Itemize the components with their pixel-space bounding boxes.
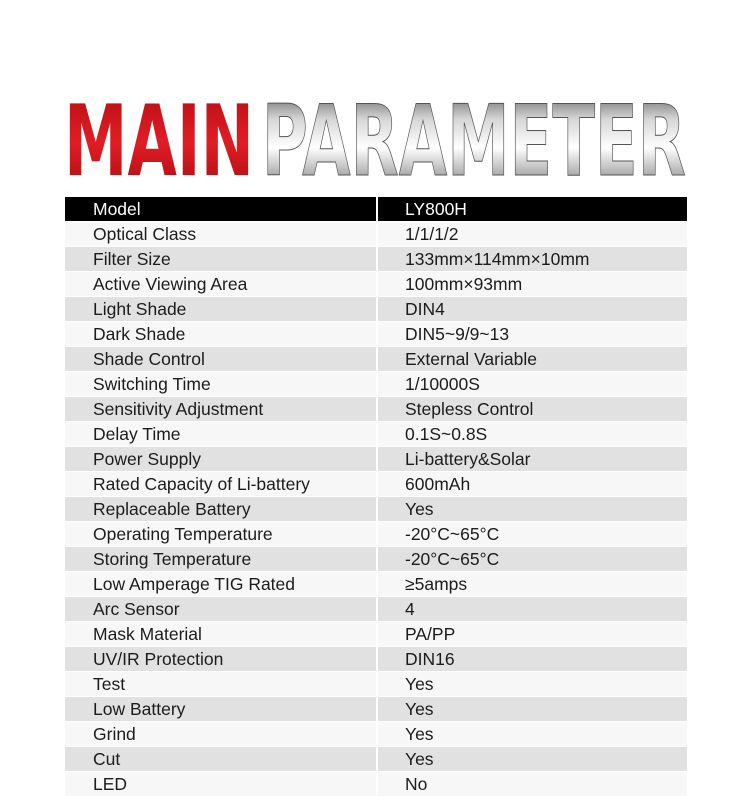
parameter-name: Low Battery: [65, 697, 377, 722]
parameter-value: 1/1/1/2: [377, 222, 687, 247]
parameter-name: Delay Time: [65, 422, 377, 447]
header-name-cell: Model: [65, 197, 377, 222]
banner-word-main: MAIN: [64, 95, 254, 180]
parameter-value: Yes: [377, 747, 687, 772]
parameter-value: -20°C~65°C: [377, 547, 687, 572]
parameter-value: 100mm×93mm: [377, 272, 687, 297]
table-row: [65, 272, 687, 297]
table-row: [65, 447, 687, 472]
parameter-name: Dark Shade: [65, 322, 377, 347]
parameter-value: Yes: [377, 697, 687, 722]
spec-table-body: [65, 197, 687, 797]
spec-table-header-row: [65, 197, 687, 222]
table-row: [65, 672, 687, 697]
table-row: [65, 397, 687, 422]
parameter-value: Stepless Control: [377, 397, 687, 422]
table-row: [65, 547, 687, 572]
parameter-value: 133mm×114mm×10mm: [377, 247, 687, 272]
parameter-name: Replaceable Battery: [65, 497, 377, 522]
banner-word-parameter: PARAMETER: [262, 95, 686, 180]
table-row: [65, 622, 687, 647]
parameter-value: 0.1S~0.8S: [377, 422, 687, 447]
parameter-name: Shade Control: [65, 347, 377, 372]
parameter-name: Operating Temperature: [65, 522, 377, 547]
parameter-value: ≥5amps: [377, 572, 687, 597]
parameter-value: 600mAh: [377, 472, 687, 497]
table-row: [65, 372, 687, 397]
table-row: [65, 747, 687, 772]
parameter-value: DIN4: [377, 297, 687, 322]
parameter-name: Optical Class: [65, 222, 377, 247]
table-row: [65, 347, 687, 372]
parameter-name: Sensitivity Adjustment: [65, 397, 377, 422]
parameter-name: Grind: [65, 722, 377, 747]
parameter-name: Test: [65, 672, 377, 697]
parameter-value: 1/10000S: [377, 372, 687, 397]
spec-table: [65, 197, 687, 797]
parameter-name: LED: [65, 772, 377, 797]
parameter-name: Rated Capacity of Li-battery: [65, 472, 377, 497]
parameter-name: Storing Temperature: [65, 547, 377, 572]
parameter-name: Filter Size: [65, 247, 377, 272]
table-row: [65, 772, 687, 797]
table-row: [65, 522, 687, 547]
table-row: [65, 572, 687, 597]
table-row: [65, 597, 687, 622]
table-row: [65, 297, 687, 322]
table-row: [65, 722, 687, 747]
parameter-name: Arc Sensor: [65, 597, 377, 622]
parameter-name: Mask Material: [65, 622, 377, 647]
table-row: [65, 247, 687, 272]
table-row: [65, 222, 687, 247]
parameter-name: Active Viewing Area: [65, 272, 377, 297]
parameter-value: -20°C~65°C: [377, 522, 687, 547]
parameter-value: No: [377, 772, 687, 797]
parameter-name: Cut: [65, 747, 377, 772]
parameter-value: DIN5~9/9~13: [377, 322, 687, 347]
parameter-value: Yes: [377, 672, 687, 697]
banner-title-graphic: [62, 95, 688, 180]
parameter-name: Light Shade: [65, 297, 377, 322]
parameter-value: External Variable: [377, 347, 687, 372]
header-value-cell: LY800H: [377, 197, 687, 222]
table-row: [65, 322, 687, 347]
table-row: [65, 647, 687, 672]
table-row: [65, 497, 687, 522]
main-parameter-banner: [62, 95, 688, 180]
parameter-name: UV/IR Protection: [65, 647, 377, 672]
parameter-name: Power Supply: [65, 447, 377, 472]
table-row: [65, 472, 687, 497]
parameter-value: DIN16: [377, 647, 687, 672]
parameter-value: PA/PP: [377, 622, 687, 647]
parameter-name: Switching Time: [65, 372, 377, 397]
parameter-value: Li-battery&Solar: [377, 447, 687, 472]
table-row: [65, 422, 687, 447]
parameter-value: Yes: [377, 497, 687, 522]
table-row: [65, 697, 687, 722]
parameter-value: 4: [377, 597, 687, 622]
parameter-value: Yes: [377, 722, 687, 747]
parameter-name: Low Amperage TIG Rated: [65, 572, 377, 597]
